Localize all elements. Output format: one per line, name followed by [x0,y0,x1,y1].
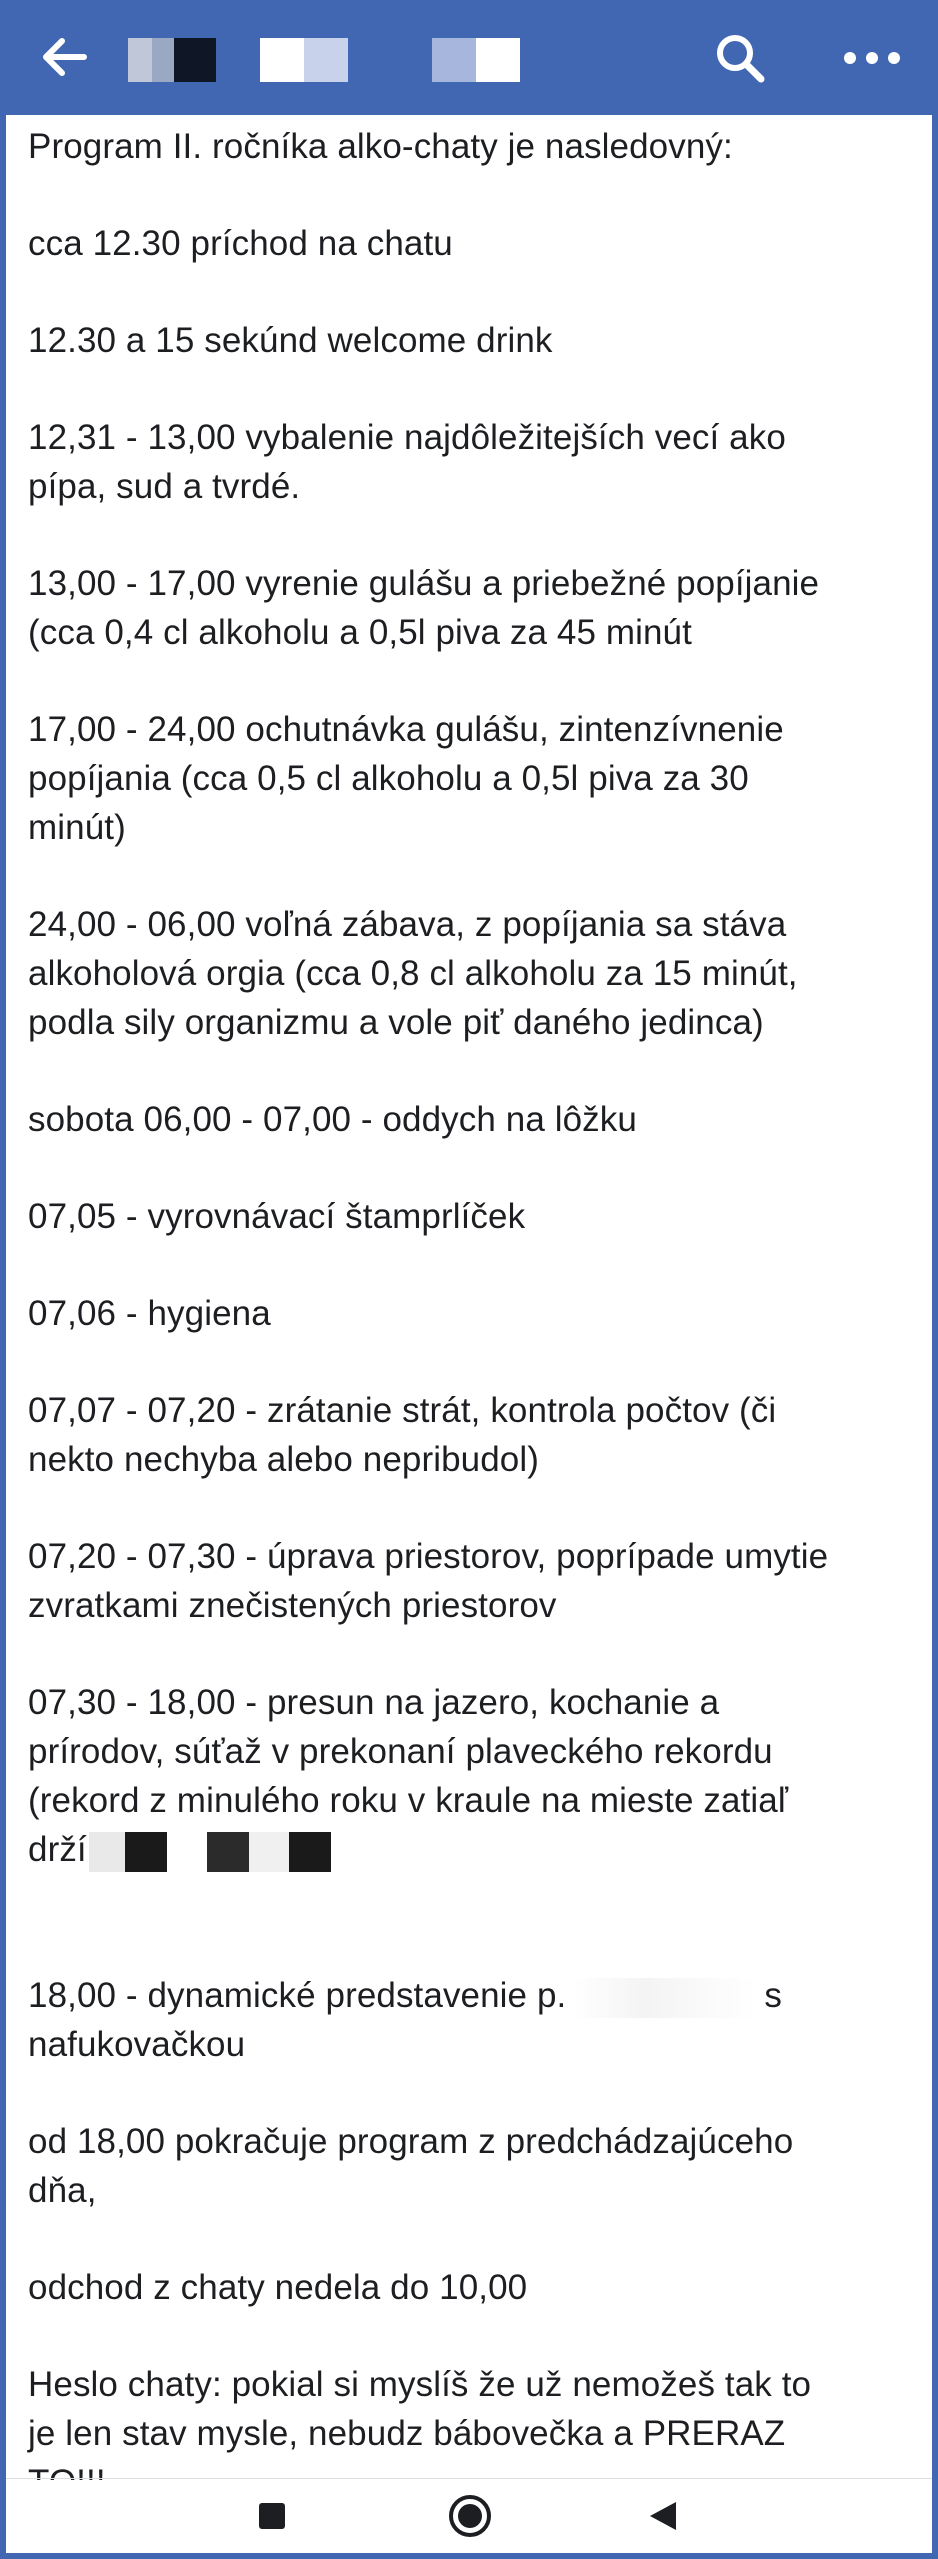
post-body [28,112,908,2555]
search-icon[interactable] [712,30,768,86]
paragraph-text: s nafukovačkou [28,1976,782,2064]
post-paragraph: od 18,00 pokračuje program z predchádzajúceho dňa, [28,2122,794,2210]
post-paragraph-with-redaction [28,1971,908,2069]
post-paragraph: 17,00 - 24,00 ochutnávka gulášu, zintenzívnenie popíjania (cca 0,5 cl alkoholu a 0,5l piva za 30 minút) [28,710,784,847]
system-navigation-bar [6,2480,932,2553]
post-paragraph-with-redaction [28,1678,908,1923]
post-paragraph: 07,07 - 07,20 - zrátanie strát, kontrola počtov (či nekto nechyba alebo nepribudol) [28,1391,777,1479]
post-paragraph: Heslo chaty: pokial si myslíš že už nemožeš tak to je len stav mysle, nebudz bábovečka a PRERAZ [28,2365,812,2453]
redacted-title-block-2 [260,38,348,82]
post-paragraph: 12.30 a 15 sekúnd welcome drink [28,321,553,360]
more-dots-icon[interactable] [840,44,904,72]
post-paragraph: Program II. ročníka alko-chaty je nasledovný: [28,127,733,166]
home-circle-icon[interactable] [448,2494,492,2538]
top-app-bar [0,0,938,115]
paragraph-text: 18,00 - dynamické predstavenie p. [28,1976,567,2015]
back-triangle-icon[interactable] [648,2500,678,2532]
redacted-title-block-1 [128,38,216,82]
redacted-name [89,1832,349,1872]
post-paragraph: 24,00 - 06,00 voľná zábava, z popíjania sa stáva alkoholová orgia (cca 0,8 cl alkoholu za 15 minút, podla sily organizmu a vole piť daného jedinca) [28,905,798,1042]
post-paragraph: odchod z chaty nedela do 10,00 [28,2268,528,2307]
post-paragraph: 07,20 - 07,30 - úprava priestorov, poprípade umytie zvratkami znečistených priestorov [28,1537,829,1625]
divider [6,2478,932,2479]
post-paragraph: 07,05 - vyrovnávací štamprlíček [28,1197,526,1236]
post-paragraph: 07,06 - hygiena [28,1294,271,1333]
post-paragraph: 12,31 - 13,00 vybalenie najdôležitejších vecí ako pípa, sud a tvrdé. [28,418,786,506]
back-arrow-icon[interactable] [40,32,90,82]
post-paragraph: sobota 06,00 - 07,00 - oddych na lôžku [28,1100,637,1139]
post-paragraph: cca 12.30 príchod na chatu [28,224,453,263]
redacted-title-block-3 [432,38,520,82]
paragraph-text: 07,30 - 18,00 - presun na jazero, kochanie a prírodov, súťaž v prekonaní plaveckého rekordu (rekord z minulého roku v kraule na mieste zatiaľ drží [28,1683,789,1869]
post-paragraph: 13,00 - 17,00 vyrenie gulášu a priebežné popíjanie (cca 0,4 cl alkoholu a 0,5l piva za 45 minút [28,564,820,652]
redacted-name [572,1978,758,2018]
square-icon[interactable] [258,2502,286,2530]
